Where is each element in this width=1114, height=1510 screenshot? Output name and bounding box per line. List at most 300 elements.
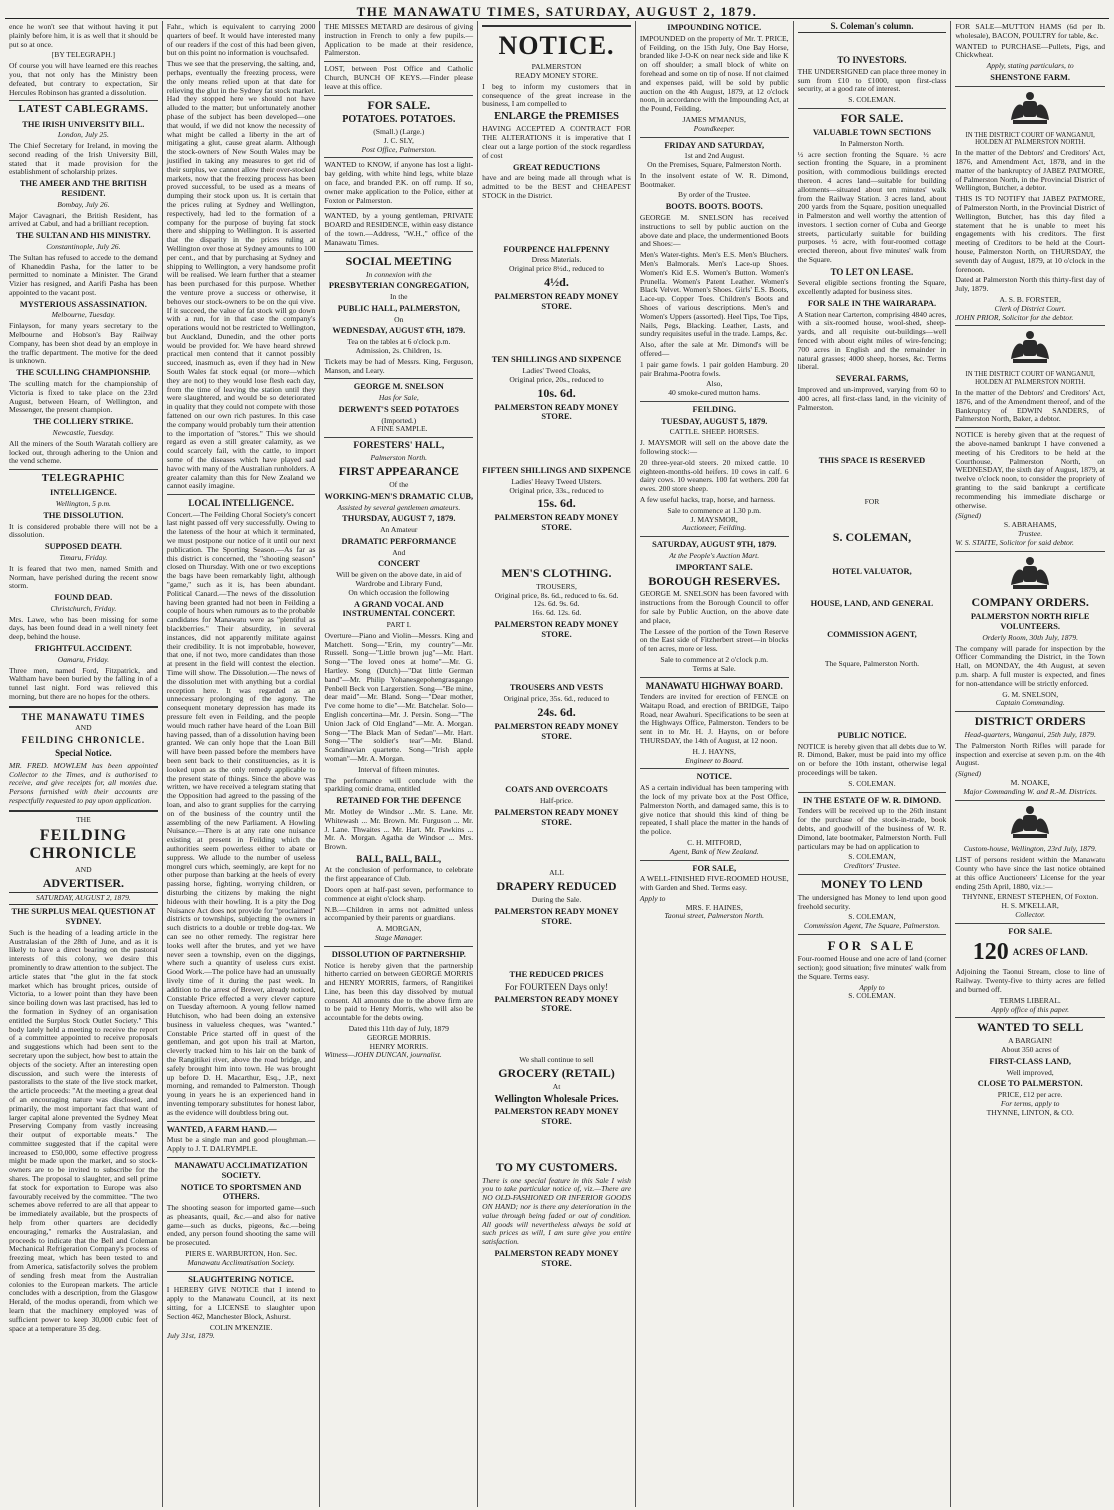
- deal-3-item: Ladies' Heavy Tweed Ulsters.: [511, 476, 602, 486]
- deal-5-original: Original price, 35s. 6d., reduced to: [503, 694, 610, 704]
- customs-place: Custom-house, Wellington, 23rd July, 1879.: [963, 844, 1097, 854]
- feilding-sale-time: Sale to commence at 1.30 p.m.: [667, 505, 762, 515]
- paper-title-and: AND: [75, 723, 92, 733]
- highway-board-role: Engineer to Board.: [685, 755, 744, 765]
- potatoes-heading: POTATOES. POTATOES.: [342, 114, 456, 126]
- dissolution-heading: DISSOLUTION OF PARTNERSHIP.: [331, 949, 466, 959]
- district-orders-sig: M. NOAKE,: [1010, 777, 1050, 787]
- notice-palmerston: PALMERSTON: [531, 62, 582, 72]
- mitford-sig: C. H. MITFORD,: [687, 837, 742, 847]
- dimond-estate-heading: IN THE ESTATE OF W. R. DIMOND.: [802, 795, 942, 805]
- cablegrams-heading: LATEST CABLEGRAMS.: [18, 104, 149, 116]
- friday-estate: In the insolvent estate of W. R. Dimond, Bootmaker.: [639, 170, 789, 189]
- deal-3-store: PALMERSTON READY MONEY STORE.: [494, 513, 619, 533]
- potatoes-address: Post Office, Palmerston.: [361, 144, 437, 154]
- reserved-address: The Square, Palmerston North.: [824, 659, 920, 669]
- wanted-purchase-notice: WANTED to PURCHASE—Pullets, Pigs, and Chickwheat.: [955, 41, 1106, 60]
- social-congregation: PRESBYTERIAN CONGREGATION,: [328, 281, 469, 291]
- local-intelligence-text: Concert.—The Feilding Choral Society's concert last night passed off very successfully. Owing to the lateness of the hour at which it terminated, we must postpone our notice of it until our next publication. The Sporting Season.—As far as this district is concerned, the "shooting season" closed on Thursday. With one or two exceptions the bags have been remarkably light, although "game," such as it is, has been abundant. Political Canard.—The news of the dissolution having been granted had not been in Feilding a couple of hours when rumours as to the probable candidates for Manawatu were as "plentiful as blackberries." Their absurdity, in several instances, did not apparently militate against their credibility. It is not improbable, however, that one, if not two, more candidates than those at present in the field will contest the election. Time will show. The Dissolution.—The news of the dissolution met with anything but a cordial reception here. It was regarded as an unnecessary prolonging of the agony. The consequent monetary depression has made its pressure felt even in Feilding, and the people would much rather have heard of the Loan Bill having passed, than of a dissolution having been granted. We can only hope that the Loan Bill will have been passed before the members have been sent back to their constituencies, as it is looked upon as the only remedy applicable to the present state of things. Since the above was written, we have received a telegram stating that the Opposition had agreed to the passing of the loan, and also to grant supplies for the carrying on of the business of the country until the assembling of the new Parliament. A Howling Nuisance.—There is at any rate one nuisance existing at present in Feilding which the authorities seem powerless either to abate or suppress. We allude to the number of useless mongrel curs which, seemingly, are kept for no other purpose than barking at the heels of every passing horse, fighting, worrying children, or disturbing the citizens by making the night hideous with their howling. It is a pity the Dog Nuisance Act does not provide for "proclaimed" districts or townships, subjecting the owners in such districts to a double or treble dog-tax. We can see no other remedy. The registrar here looks well after the brutes, and yet we have never seen a township, even on the diggings, where such a quantity of useless curs exist. Good Work.—The police have had an unusually lively time of it during the past week. In addition to the arrest of Brewer, already noticed, Constable Price effected a very clever capture on Tuesday afternoon. A young fellow named Hutchison, who had been doing an extensive business in valueless cheques, was "wanted." Constable Price started off in quest of the gentleman, and got upon his trail at Marton, cleverly tracked him to his lair on the bank of the Rangitikei river, above the road bridge, and safely brought him into town. He was brought up before D. H. Macarthur, Esq., J.P., next morning, and remanded to Palmerston. Though young in years he is an experienced hand in inventing temporary substitutes for honest labor, as the evidence will doubtless bring out.: [166, 509, 316, 1117]
- metard-notice: THE MISSES METARD are desirous of giving instruction in French to only a few pupils.—Application to be made at their residence, Palmerston.: [324, 22, 474, 58]
- leader-continued-1: Fahr., which is equivalent to carrying 2000 quarters of beef. It would have interested many of our readers if the cost of this had been given, but on this point no information is vouchsafed.: [166, 22, 316, 58]
- customers-text: There is one special feature in this Sale I wish you to take particular notice of, viz.—There are NO OLD-FASHIONED OR INFERIOR GOODS ON HAND; nor is there any deterioration in the value through being faded or out of condition. All goods will nevertheless always be sold at such prices as will, I am sure give you entire satisfaction.: [482, 1175, 631, 1247]
- patmore-solicitor: JOHN PRIOR, Solicitor for the debtor.: [955, 312, 1074, 322]
- snelson-seed: DERWENT'S SEED POTATOES: [338, 404, 459, 414]
- acres-number: 120: [972, 938, 1009, 965]
- deal-1-original: Original price 8½d., reduced to: [508, 264, 605, 274]
- snelson-heading: GEORGE M. SNELSON: [353, 382, 444, 392]
- house-sale-sig: MRS. F. HAINES,: [685, 902, 743, 912]
- column-5: [636, 21, 794, 1507]
- cable-6-place: Newcastle, Tuesday.: [52, 427, 115, 437]
- customs-name: THYNNE, ERNEST STEPHEN, Of Foxton.: [962, 892, 1099, 902]
- deal-4-store: PALMERSTON READY MONEY STORE.: [494, 619, 619, 639]
- tele-4-place: Oamaru, Friday.: [57, 654, 109, 664]
- public-notice-sig: S. COLEMAN.: [848, 778, 896, 788]
- intro-text: ence he won't see that without having it put plainly before him, it is as well that it should be put so at once.: [9, 22, 158, 49]
- farm-hand-heading: WANTED, A FARM HAND.—: [166, 1124, 277, 1134]
- court-1-text: In the matter of the Debtors' and Creditors' Act, 1876, and Amendment Act, 1878, and in the matter of the bankruptcy of JABEZ PATMORE, of Palmerston North, in the Provincial District of Wellington, Butcher, a debtor.: [955, 148, 1106, 193]
- deal-5-heading: TROUSERS AND VESTS: [509, 683, 604, 693]
- customs-sig: H. S. M'KELLAR,: [1001, 901, 1059, 911]
- cable-3-place: Constantinople, July 26.: [46, 241, 121, 251]
- court-2-heading: IN THE DISTRICT COURT OF WANGANUI, HOLDEN AT PALMERSTON NORTH.: [965, 371, 1095, 387]
- masthead: THE MANAWATU TIMES, SATURDAY, AUGUST 2, 1879.: [5, 4, 1109, 19]
- house-sale-apply: Apply to: [639, 893, 666, 903]
- tele-1-text: It is considered probable there will not be a dissolution.: [9, 521, 158, 540]
- dramatic-amateur: An Amateur: [380, 525, 418, 535]
- deal-6-item: Half-price.: [539, 796, 574, 806]
- cable-2-place: Bombay, July 26.: [57, 199, 110, 209]
- boots-text: GEORGE M. SNELSON has received instructions to sell by public auction on the above date and place, the undermentioned Boots and Shoes:—: [639, 213, 789, 249]
- town-sections-place: In Palmerston North.: [840, 138, 904, 148]
- dramatic-performance: DRAMATIC PERFORMANCE: [341, 536, 457, 546]
- borough-reserves: BOROUGH RESERVES.: [648, 573, 781, 588]
- social-tea: Tea on the tables at 6 o'clock p.m.: [347, 337, 451, 347]
- mitford-notice-text: AS a certain individual has been tampering with the lock of my private box at the Post Office, Palmerston North, and damaged same, this is to give notice that should this kind of thing be repeated, I shall place the matter in the hands of the police.: [639, 783, 789, 837]
- drama-title: RETAINED FOR THE DEFENCE: [336, 796, 462, 806]
- masthead-and: AND: [75, 864, 92, 874]
- friday-dates: 1st and 2nd August.: [684, 151, 745, 161]
- contract-text: HAVING ACCEPTED A CONTRACT FOR THE ALTERATIONS it is imperative that I clear out a large portion of the stock regardless of cost: [482, 124, 631, 160]
- ball-doors: Doors open at half-past seven, performance to commence at eight o'clock sharp.: [324, 884, 474, 903]
- telegraph-text: Of course you will have learned ere this reaches you, that not only has the Ministry been defeated, but contrary to expectation, Sir Hercules Robinson has granted a dissolution.: [9, 61, 158, 97]
- deal-5-store: PALMERSTON READY MONEY STORE.: [494, 721, 619, 741]
- column-7: [951, 21, 1109, 1507]
- potatoes-sizes: (Small.) (Large.): [373, 127, 425, 137]
- lost-keys-notice: LOST, between Post Office and Catholic Church, BUNCH OF KEYS.—Finder please leave at this office.: [324, 64, 474, 91]
- impounding-role: Poundkeeper.: [693, 123, 735, 133]
- deal-3-price: 15s. 6d.: [537, 496, 576, 511]
- acclimatization-subheading: NOTICE TO SPORTSMEN AND OTHERS.: [180, 1182, 302, 1202]
- dramatic-concert: CONCERT: [378, 559, 420, 569]
- deal-1-store: PALMERSTON READY MONEY STORE.: [494, 291, 619, 311]
- investors-heading: TO INVESTORS.: [837, 55, 907, 66]
- sell-about: About 350 acres of: [1001, 1045, 1060, 1055]
- boots-list: Men's Water-tights. Men's E.S. Men's Bluchers. Men's Balmorals. Men's Lace-up Shoes. Women's Kid E.S. Women's Button. Women's Prunella. Women's Patent Leather. Women's Black Velvet. Women's Shoes. Girls' E.S. Boots, Lace-up. Copper Toes. Children's Boots and Shoes of various descriptions. Men's and Women's Uppers (assorted). Heel Tips, Toe Tips, Nails, Pegs, Blacking. Leather, Lasts, and sundry requisites useful in the trade. Lamps, &c.: [639, 250, 789, 339]
- dimond-estate-role: Creditors' Trustee.: [843, 861, 901, 871]
- dramatic-grand-concert: A GRAND VOCAL AND INSTRUMENTAL CONCERT.: [342, 599, 456, 619]
- social-tickets: Tickets may be had of Messrs. King, Ferguson, Manson, and Leary.: [324, 356, 474, 375]
- royal-arms-2: [955, 329, 1105, 368]
- tele-1-heading: THE DISSOLUTION.: [43, 510, 124, 520]
- dissolution-sig-2: HENRY MORRIS.: [369, 1041, 428, 1051]
- cable-4-heading: MYSTERIOUS ASSASSINATION.: [19, 299, 147, 309]
- feilding-sale-role: Auctioneer, Feilding.: [682, 523, 747, 533]
- coleman-house-sale-text: Four-roomed House and one acre of land (corner section); good situation; five minutes' walk from the Square. Terms easy.: [797, 954, 947, 981]
- royal-arms-1: [955, 90, 1105, 129]
- feilding-sale-sig: J. MAYSMOR,: [690, 514, 738, 524]
- foresters-place: Palmerston North.: [370, 453, 428, 463]
- potatoes-seller: J. C. SLY,: [383, 135, 414, 145]
- acres-label: ACRES OF LAND.: [1012, 947, 1088, 958]
- sell-land: FIRST-CLASS LAND,: [989, 1056, 1071, 1066]
- bankrupt-solicitor: W. S. STAITE, Solicitor for said debtor.: [955, 537, 1074, 547]
- deal-7-store: PALMERSTON READY MONEY STORE.: [494, 906, 619, 926]
- highway-board-sig: H. J. HAYNS,: [692, 746, 736, 756]
- farm-hand-text: Must be a single man and good ploughman.—Apply to J. T. DALRYMPLE.: [166, 1135, 316, 1154]
- royal-arms-4: [955, 804, 1105, 843]
- mens-clothing-heading: MEN'S CLOTHING.: [501, 565, 612, 580]
- special-notice-heading: Special Notice.: [55, 748, 112, 759]
- deal-9-at: At: [552, 1081, 561, 1091]
- reserved-for: FOR: [864, 497, 880, 507]
- dramatic-and: And: [392, 547, 406, 557]
- court-1-heading: IN THE DISTRICT COURT OF WANGANUI, HOLDEN AT PALMERSTON NORTH.: [965, 131, 1095, 147]
- mitford-role: Agent, Bank of New Zealand.: [669, 846, 759, 856]
- dissolution-sig-1: GEORGE MORRIS.: [366, 1032, 431, 1042]
- sell-terms: For terms, apply to: [1000, 1098, 1060, 1108]
- snelson-has: Has for Sale,: [378, 393, 419, 403]
- money-to-lend-text: The undersigned has Money to lend upon good freehold security.: [797, 892, 947, 911]
- house-land-agent: HOUSE, LAND, AND GENERAL: [810, 598, 934, 608]
- programme-list: Overture—Piano and Violin—Messrs. King and Matchett. Song—"Erin, my country"—Mr. Russell. Song—"Little brown jug"—Mr. Hart. Song—"The loved ones at home"—Mr. G. Hartley. Song (Dutch)—"Dat little German band"—Mr. Philip Yohanesgepohengrasgango Penbell Beck von Largerstien. Song—"Be mine, dear maid"—Mr. Bland. Song—"Dear mother, I've come home to die"—Mr. Batchelar. Solo—English concertina—Mr. J. Persin. Song—"The Union Jack of Old England"—Mr. A. Morgan. Song—"The Black Man of Sedan"—Mr. Hart. Song—"The soldier's tear"—Mr. Bland. Scandinavian quartette. Song—"Irish apple woman"—Mr. A. Morgan.: [324, 630, 474, 764]
- sell-close: CLOSE TO PALMERSTON.: [977, 1079, 1083, 1089]
- tele-2-place: Timaru, Friday.: [59, 552, 108, 562]
- bankrupt-signed: (Signed): [955, 511, 982, 521]
- deal-1-heading: FOURPENCE HALFPENNY: [503, 244, 610, 254]
- friday-heading: FRIDAY AND SATURDAY,: [664, 140, 765, 150]
- sell-improved: Well improved,: [1006, 1067, 1054, 1077]
- feilding-chronicle-title: FEILDING CHRONICLE: [29, 826, 138, 863]
- reserved-space-heading: THIS SPACE IS RESERVED: [818, 456, 926, 466]
- sell-bargain: A BARGAIN!: [1008, 1036, 1053, 1046]
- paper-title-times: THE MANAWATU TIMES: [21, 711, 146, 722]
- feilding-sale-date: TUESDAY, AUGUST 5, 1879.: [661, 416, 768, 426]
- dimond-estate-text: Tenders will be received up to the 26th instant for the purchase of the stock-in-trade, book debts, and goodwill of the business of W. R. Dimond, late bootmaker, Palmerston North. Full particulars may be had on application to: [797, 806, 947, 851]
- deal-7-all: ALL: [549, 868, 564, 878]
- column-2: [163, 21, 321, 1507]
- coleman-for-sale: FOR SALE.: [840, 111, 904, 126]
- deal-3-original: Original price, 33s., reduced to: [509, 485, 604, 495]
- acres-line: [955, 939, 1105, 967]
- first-of: Of the: [389, 479, 409, 489]
- company-orders-role: Captain Commanding.: [995, 698, 1065, 708]
- patmore-role: Clerk of District Court.: [994, 303, 1066, 313]
- cable-4-place: Melbourne, Tuesday.: [51, 310, 116, 320]
- highway-board-heading: MANAWATU HIGHWAY BOARD.: [645, 680, 783, 691]
- leader-continued-2: Thus we see that the preserving, the salting, and, perhaps, eventually the freezing process, were the only means relied upon at that date for relieving the glut in the Sydney fat stock market. Had they stopped here we should not have alluded to the matter; but unfortunately another phase of the subject has been developed—one that would, if we did not know the necessity of what might be called a liberty in the art of mitigating a glut, cause great alarm. Although the stock-owners of New South Wales may be justified in taking any measures to get rid of their surplus, we cannot allow their over-stocked markets, now that the freezing process has been proved successful, to be used as a means of dumping their stock upon us. It is certain that the prices ruling at Sydney and Wellington, respectively, had led to the formation of a company for the purpose of buying fat stock there and shipping to Wellington. It is asserted that the disparity in the prices ruling at Wellington over those at Sydney amounts to 100 per cent., and that by purchasing at Sydney and shipping to Wellington, a very handsome profit will be realised. We learn further that a steamer has been purchased for this purpose. Whether the venture prove a success or otherwise, it behoves our stock-owners to be on the qui vive. If it succeed, the value of fat stock will go down with a run, for in that case the company's operations would not be restricted to Wellington, but Auckland, Dunedin, and the other ports would be provided for. We have heard shrewd practical men contend that it cannot possibly succeed, inasmuch as, even if they had in New South Wales fat stock equal (or more—which they are not) to they would lose flesh each day, from the time of leaving the station until they were slaughtered, and would be so deteriorated in quality that they could not compete with those fattened on our own rich pastures. In this case the company would probably turn their attention to the importation of "stores." This we should regard as even a still greater calamity, as we could scarcely fail, with the cattle, to import some of the diseases which have played sad havoc with many of the Australian runholders. A greater calamity than this for New Zealand we cannot easily imagine.: [166, 59, 316, 491]
- telegraph-label: [BY TELEGRAPH.]: [51, 50, 115, 60]
- deal-8-heading: THE REDUCED PRICES: [509, 970, 604, 980]
- slaughtering-text: I HEREBY GIVE NOTICE that I intend to apply to the Manawatu Council, at its next sitting, for a LICENSE to slaughter upon Section 462, Manchester Block, Ashurst.: [166, 1285, 316, 1321]
- house-sale-text: A WELL-FINISHED FIVE-ROOMED HOUSE, with Garden and Shed. Terms easy.: [639, 874, 789, 893]
- great-reductions: GREAT REDUCTIONS: [513, 162, 600, 172]
- money-to-lend-heading: MONEY TO LEND: [821, 876, 923, 891]
- slaughtering-heading: SLAUGHTERING NOTICE.: [188, 1274, 294, 1284]
- for-sale-heading: FOR SALE.: [367, 97, 431, 112]
- patmore-notice-date: Dated at Palmerston North this thirty-first day of July, 1879.: [955, 275, 1106, 294]
- dissolution-date: Dated this 11th day of July, 1879: [348, 1024, 449, 1034]
- patmore-notice-text: THIS IS TO NOTIFY that JABEZ PATMORE, of Palmerston North, in the Provincial District of Wellington, Butcher, has this day filed a statement that he is unable to meet his engagements with his creditors. The first meeting of Creditors to be held at the Court-house, Palmerston North, on THURSDAY, the seventh day of August, 1879, at 10 o'clock in the forenoon.: [955, 194, 1106, 274]
- programme-part: PART I.: [386, 620, 412, 630]
- social-connexion: In connexion with the: [366, 269, 432, 279]
- drama-cast: Mr. Motley de Windsor ...Mr. S. Lane. Mr. Whitewash ... Mr. Brown. Mr. Furguson ... Mr. J. Lane. Thwaites ... Mr. Hart. Mr. Pawkins ... Mr. A. Morgan. Agatha de Windsor ... Mrs. Brown.: [324, 806, 474, 852]
- money-to-lend-role: Commission Agent, The Square, Palmerston.: [803, 921, 940, 931]
- boots-also-2: Also,: [706, 379, 723, 389]
- deal-2-item: Ladies' Tweed Cloaks,: [522, 366, 591, 376]
- leader-heading: THE SURPLUS MEAL QUESTION AT SYDNEY.: [11, 907, 156, 927]
- important-sale: IMPORTANT SALE.: [675, 562, 753, 572]
- ball-heading: BALL, BALL, BALL,: [356, 853, 442, 864]
- coleman-column-heading: S. Coleman's column.: [798, 21, 947, 33]
- cable-3-heading: THE SULTAN AND HIS MINISTRY.: [16, 231, 151, 241]
- special-notice-text: MR. FRED. MOWLEM has been appointed Collector to the Times, and is authorised to receive, and give receipts for, all monies due. Persons furnished with their accounts are respectfully requested to pay upon application.: [9, 760, 158, 806]
- issue-date: SATURDAY, AUGUST 2, 1879.: [9, 892, 158, 905]
- tele-4-heading: FRIGHTFUL ACCIDENT.: [34, 644, 132, 654]
- trousers-price-3: 16s. 6d. 12s. 6d.: [531, 608, 582, 618]
- deal-2-heading: TEN SHILLINGS AND SIXPENCE: [491, 355, 622, 365]
- snelson-imported: (Imported.): [381, 415, 417, 425]
- cable-5-heading: THE SCULLING CHAMPIONSHIP.: [16, 368, 151, 378]
- cable-2-heading: THE AMEER AND THE BRITISH RESIDENT.: [19, 179, 147, 199]
- paper-title-chronicle: FEILDING CHRONICLE.: [21, 735, 146, 746]
- feilding-sale-list: 20 three-year-old steers. 20 mixed cattle. 10 eighteen-months-old heifers. 10 cows in calf. 6 dairy cows. 10 weaners. 100 fat wethers. 200 fat ewes. 200 store sheep.: [639, 457, 789, 494]
- district-orders-signed: (Signed): [955, 769, 982, 779]
- farms-heading: SEVERAL FARMS,: [835, 374, 909, 384]
- royal-arms-3: [955, 555, 1105, 594]
- dissolution-text: Notice is hereby given that the partnership hitherto carried on between GEORGE MORRIS and HENRY MORRIS, farmers, of Rangitikei Line, has been this day dissolved by mutual consent. All amounts due to the above firm are to be paid to Henry Morris, who will also be accountable for the debts owing.: [324, 960, 474, 1023]
- public-notice-heading: PUBLIC NOTICE.: [837, 730, 907, 740]
- acclimatization-text: The shooting season for imported game—such as pheasants, quail, &c.—and also for native game—such as ducks, pigeons, &c.—being ended, any person found shooting the same will be prosecuted.: [166, 1203, 316, 1248]
- friday-order: By order of the Trustee.: [678, 190, 751, 200]
- bankrupt-role: Trustee.: [1018, 528, 1043, 538]
- district-orders-role: Major Commanding W. and R.-M. Districts.: [963, 786, 1097, 796]
- commission-agent: COMMISSION AGENT,: [827, 630, 917, 640]
- ball-nb: N.B.—Children in arms not admitted unless accompanied by their parents or guardians.: [324, 904, 474, 923]
- lease-text: Several eligible sections fronting the Square, excellently adapted for business sites.: [797, 278, 947, 297]
- deal-2-original: Original price, 20s., reduced to: [509, 374, 604, 384]
- acres-terms: TERMS LIBERAL.: [999, 995, 1061, 1005]
- deal-9-heading: GROCERY (RETAIL): [498, 1065, 615, 1080]
- company-orders-date: Orderly Room, 30th July, 1879.: [982, 632, 1079, 642]
- column-6: [794, 21, 952, 1507]
- town-sections-heading: VALUABLE TOWN SECTIONS: [812, 127, 932, 137]
- deal-7-item: During the Sale.: [531, 895, 582, 905]
- district-orders-text: The Palmerston North Rifles will parade for inspection and exercise at seven p.m. on the 4th August.: [955, 740, 1106, 768]
- column-container: [5, 21, 1109, 1507]
- company-orders-sig: G. M. SNELSON,: [1002, 689, 1059, 699]
- cable-2-text: Major Cavagnari, the British Resident, has arrived at Cabul, and had a brilliant reception.: [9, 210, 158, 229]
- customers-store: PALMERSTON READY MONEY STORE.: [494, 1249, 619, 1268]
- impounding-text: IMPOUNDED on the property of Mr. T. PRICE, of Feilding, on the 15th July, One Bay Horse, branded like J-O-K on near neck side and like K on off shoulder; a small block of white on forehead and some on tip of nose. If not claimed and expenses paid, will be sold by public auction on the 4th August, 1879, at 12 o'clock noon, in accordance with the Impounding Act, at the Pound, Feilding.: [639, 33, 789, 114]
- wairarapa-text: A Station near Carterton, comprising 4840 acres, with a six-roomed house, wool-shed, sheep-yards, and all requisite out-buildings—well fenced with about eight miles of wire-fencing; 700 acres in English and the remainder in natural grasses; 4000 sheep, horses, &c. Terms liberal.: [797, 309, 947, 372]
- feilding-sale-text: J. MAYSMOR will sell on the above date the following stock:—: [639, 438, 789, 457]
- sell-sig: THYNNE, LINTON, & CO.: [986, 1107, 1074, 1117]
- cable-6-heading: THE COLLIERY STRIKE.: [33, 417, 134, 427]
- friday-premises: On the Premises, Square, Palmerston North.: [647, 160, 782, 170]
- bankrupt-sig: S. ABRAHAMS,: [1003, 520, 1057, 530]
- deal-9-prices: Wellington Wholesale Prices.: [494, 1093, 619, 1105]
- dimond-estate-sig: S. COLEMAN,: [848, 852, 896, 862]
- acclimatization-society: Manawatu Acclimatisation Society.: [187, 1257, 295, 1267]
- court-2-text: In the matter of the Debtors' and Creditors' Act, 1876, and of the Amendment thereof, and of the Bankruptcy of EDWIN SANDERS, of Palmerston North, Baker, a debtor.: [955, 387, 1106, 424]
- enlarge-premises: ENLARGE the PREMISES: [494, 111, 619, 123]
- cable-1-place: London, July 25.: [57, 130, 109, 140]
- wanted-to-sell-heading: WANTED TO SELL: [977, 1020, 1084, 1035]
- shenstone-farm: SHENSTONE FARM.: [990, 72, 1071, 82]
- acres-apply: Apply office of this paper.: [991, 1004, 1070, 1014]
- trousers-price-2: 12s. 6d. 9s. 6d.: [533, 599, 580, 609]
- foresters-hall-heading: FORESTERS' HALL,: [353, 441, 445, 452]
- tele-3-text: Mrs. Lawe, who has been missing for some days, has been found dead in a well ninety feet deep, behind the house.: [9, 614, 158, 642]
- wanted-to-know-notice: WANTED to KNOW, if anyone has lost a light-bay gelding, with white hind legs, white blaze on face, and branded P.K. on off rump. If so, owner make application to the Police, either at Foxton or Palmerston.: [324, 160, 474, 205]
- investors-text: THE UNDERSIGNED can place three money in sum from £10 to £1000, upon first-class security, at a good rate of interest.: [797, 66, 947, 94]
- board-wanted-notice: WANTED, by a young gentleman, PRIVATE BOARD and RESIDENCE, within easy distance of the town.—Address, "W.H.," office of the Manawatu Times.: [324, 211, 474, 247]
- impounding-sig: JAMES M'MANUS,: [682, 114, 746, 124]
- company-orders-heading: COMPANY ORDERS.: [971, 595, 1089, 610]
- trousers-price-1: Original price, 8s. 6d., reduced to 6s. 6d.: [494, 590, 619, 600]
- cable-6-text: All the miners of the South Waratah colliery are locked out, through adhering to the Union and the vend scheme.: [9, 438, 158, 466]
- local-intelligence-heading: LOCAL INTELLIGENCE.: [188, 498, 294, 509]
- customers-heading: TO MY CUSTOMERS.: [495, 1159, 618, 1174]
- deal-7-heading: DRAPERY REDUCED: [496, 879, 617, 894]
- deal-2-price: 10s. 6d.: [537, 385, 576, 400]
- feilding-sale-stock: CATTLE. SHEEP. HORSES.: [669, 427, 759, 437]
- boots-mutton: 40 smoke-cured mutton hams.: [668, 388, 761, 398]
- impounding-heading: IMPOUNDING NOTICE.: [667, 23, 762, 32]
- slaughtering-signature: COLIN M'KENZIE.: [209, 1322, 273, 1332]
- dissolution-witness: Witness—JOHN DUNCAN, journalist.: [324, 1050, 442, 1060]
- notice-intro: I beg to inform my customers that in consequence of the great increase in the business, I am compelled to: [482, 81, 631, 109]
- masthead-the: THE: [75, 814, 91, 824]
- column-1: [5, 21, 163, 1507]
- wairarapa-heading: FOR SALE IN THE WAIRARAPA.: [807, 298, 937, 308]
- feilding-sale-hacks: A few useful hacks, trap, horse, and harness.: [639, 495, 776, 505]
- bankrupt-notice-text: NOTICE is hereby given that at the request of the above-named bankrupt I have convened a meeting of his Creditors to be held at the Courthouse, Palmerston North, on WEDNESDAY, the sixth day of August, 1879, at twelve o'clock noon, to consider the propriety of granting to the said bankrupt a certificate recommending his immediate discharge or otherwise.: [955, 430, 1106, 510]
- borough-terms: Terms at Sale.: [692, 663, 736, 673]
- borough-text: GEORGE M. SNELSON has been favored with instructions from the Borough Council to offer for sale by Public Auction, on the above date and place,: [639, 589, 789, 625]
- snelson-sample: A FINE SAMPLE.: [369, 424, 428, 434]
- acclimatization-signature: PIERS E. WARBURTON, Hon. Sec.: [185, 1248, 298, 1258]
- deal-6-heading: COATS AND OVERCOATS: [505, 785, 608, 795]
- tele-3-place: Christchurch, Friday.: [50, 603, 117, 613]
- borough-lease: The Lessee of the portion of the Town Reserve on the East side of Fitzherbert street—in blocks of ten acres, more or less.: [639, 626, 789, 654]
- advertiser-title: ADVERTISER.: [42, 875, 124, 890]
- trousers-label: TROUSERS,: [536, 581, 577, 591]
- social-on: On: [394, 314, 404, 324]
- sell-price: PRICE, £12 per acre.: [997, 1090, 1063, 1100]
- boots-fowl: 1 pair game fowls. 1 pair golden Hamburg. 20 pair Brahma-Pootra fowls.: [639, 359, 789, 378]
- social-meeting-heading: SOCIAL MEETING: [345, 253, 452, 268]
- saturday-date: SATURDAY, AUGUST 9TH, 1879.: [652, 540, 777, 550]
- deal-5-price: 24s. 6d.: [537, 705, 576, 720]
- slaughtering-date: July 31st, 1879.: [166, 1331, 215, 1341]
- dramatic-assisted: Assisted by several gentlemen amateurs.: [337, 502, 461, 512]
- cable-1-heading: THE IRISH UNIVERSITY BILL.: [22, 119, 145, 129]
- deal-3-heading: FIFTEEN SHILLINGS AND SIXPENCE: [482, 466, 631, 476]
- ball-text: At the conclusion of performance, to celebrate the first appearance of Club.: [324, 865, 474, 884]
- acclimatization-heading: MANAWATU ACCLIMATIZATION SOCIETY.: [174, 1161, 308, 1180]
- social-hall: PUBLIC HALL, PALMERSTON,: [337, 303, 460, 313]
- dramatic-occasion: On which occasion the following: [348, 587, 450, 597]
- ball-signature: A. MORGAN,: [376, 924, 422, 934]
- programme-close: The performance will conclude with the sparkling comic drama, entitled: [324, 775, 474, 794]
- reserved-coleman: S. COLEMAN,: [832, 529, 912, 544]
- acres-for-sale: FOR SALE.: [1008, 926, 1053, 936]
- shenstone-apply: Apply, stating particulars, to: [986, 61, 1074, 71]
- investors-sig: S. COLEMAN.: [848, 95, 896, 105]
- boots-heading: BOOTS. BOOTS. BOOTS.: [665, 202, 763, 212]
- highway-board-text: Tenders are invited for erection of FENCE on Waitapu Road, and erection of BRIDGE, Taipo Road, near Awahuri. Specifications to be seen at the Highways Office, Palmerston. Tenders to be sent in to Mr. H. J. Hayns, on or before THURSDAY, the 14th of August, at 12 noon.: [639, 692, 789, 745]
- house-sale-addr: Taonui street, Palmerston North.: [664, 911, 765, 921]
- deal-8-item: For FOURTEEN Days only!: [504, 982, 609, 993]
- programme-interval: Interval of fifteen minutes.: [358, 764, 440, 774]
- social-in: In the: [390, 292, 408, 302]
- district-orders-hq: Head-quarters, Wanganui, 25th July, 1879.: [964, 730, 1096, 739]
- customs-role: Collector.: [1015, 909, 1046, 919]
- deal-8-store: PALMERSTON READY MONEY STORE.: [494, 994, 619, 1014]
- mutton-hams-notice: FOR SALE—MUTTON HAMS (6d per lb. wholesale), BACON, POULTRY for table, &c.: [955, 22, 1106, 40]
- tele-1-place: Wellington, 5 p.m.: [55, 499, 111, 509]
- column-3: [320, 21, 478, 1507]
- farms-text: Improved and un-improved, varying from 60 to 400 acres, all first-class land, in the vicinity of Palmerston.: [797, 384, 947, 412]
- tele-2-heading: SUPPOSED DEATH.: [44, 542, 122, 552]
- deal-9-store: PALMERSTON READY MONEY STORE.: [494, 1107, 619, 1127]
- deal-1-item: Dress Materials.: [531, 255, 582, 265]
- company-orders-text: The company will parade for inspection by the Officer Commanding the District, in the Town Hall, on MONDAY, the 4th August, at seven p.m. sharp. A full muster is expected, and fines for non-attendance will be strictly enforced.: [955, 643, 1106, 688]
- coleman-house-sale-apply: Apply to: [859, 982, 885, 992]
- dramatic-date: THURSDAY, AUGUST 7, 1879.: [342, 514, 456, 524]
- first-appearance-heading: FIRST APPEARANCE: [338, 464, 459, 479]
- town-sections-text: ½ acre section fronting the Square. ½ acre section fronting the Square, in a prominent position, with commodious buildings erected thereon. 4 acres land—suitable for building allotments—situated about ten minutes' walk from the Railway Station. 3 acres land, about 200 yards from the Square, position unequalled in Palmerston and well worthy the attention of investors. 1 section corner of Cuba and George streets, particularly suitable for building purposes. ½ acre, with four-roomed cottage erected thereon, about five minutes' walk from the Square.: [797, 149, 947, 265]
- tele-2-text: It is feared that two men, named Smith and Norman, have perished during the recent snow storm.: [9, 563, 158, 591]
- acres-text: Adjoining the Taonui Stream, close to line of Railway. Twenty-five to thirty acres are felled and burned off.: [955, 967, 1106, 994]
- money-to-lend-sig: S. COLEMAN,: [848, 912, 896, 922]
- ball-signature-role: Stage Manager.: [374, 932, 423, 942]
- house-sale-heading: FOR SALE,: [692, 863, 737, 873]
- lease-heading: TO LET ON LEASE.: [830, 266, 914, 277]
- coleman-house-sale-sig: S. COLEMAN.: [848, 991, 896, 1001]
- customs-text: LIST of persons resident within the Manawatu County who have since the last notice obtained at this office Auctioneers' License for the year ending 25th April, 1880, viz.:—: [955, 855, 1106, 891]
- cable-5-text: The sculling match for the championship of Victoria is fixed to take place on the 23rd August, between Hearn, of Wellington, and Messenger, the present champion.: [9, 378, 158, 415]
- social-admission: Admission, 2s. Children, 1s.: [355, 345, 442, 355]
- boots-also: Also, after the sale at Mr. Dimond's will be offered—: [639, 340, 789, 358]
- cable-1-text: The Chief Secretary for Ireland, in moving the second reading of the Irish University Bill, stated that it made provision for the establishment of scholarship prizes.: [9, 141, 158, 177]
- public-notice-text: NOTICE is hereby given that all debts due to W. R. Dimond, Baker, must be paid into my office on or before the 10th instant, otherwise legal proceedings will be taken.: [797, 741, 947, 778]
- telegraphic-heading: TELEGRAPHIC: [41, 473, 125, 485]
- telegraphic-subheading: INTELLIGENCE.: [49, 488, 117, 498]
- dramatic-aid: Will be given on the above date, in aid of Wardrobe and Library Fund,: [336, 570, 462, 588]
- cable-4-text: Finlayson, for many years secretary to the Melbourne and Hobson's Bay Railway Company, has been shot dead by an employe in the traffic department. The motive for the deed is unknown.: [9, 321, 158, 366]
- dramatic-club: WORKING-MEN'S DRAMATIC CLUB,: [324, 491, 474, 501]
- borough-time: Sale to commence at 2 o'clock p.m.: [660, 654, 769, 664]
- district-orders-heading: DISTRICT ORDERS: [974, 714, 1086, 729]
- deal-9-intro: We shall continue to sell: [519, 1055, 594, 1065]
- coleman-house-sale-heading: FOR SALE: [827, 938, 917, 954]
- company-orders-sub: PALMERSTON NORTH RIFLE VOLUNTEERS.: [970, 612, 1090, 631]
- patmore-sig: A. S. B. FORSTER,: [999, 295, 1061, 305]
- social-date: WEDNESDAY, AUGUST 6TH, 1879.: [332, 326, 466, 336]
